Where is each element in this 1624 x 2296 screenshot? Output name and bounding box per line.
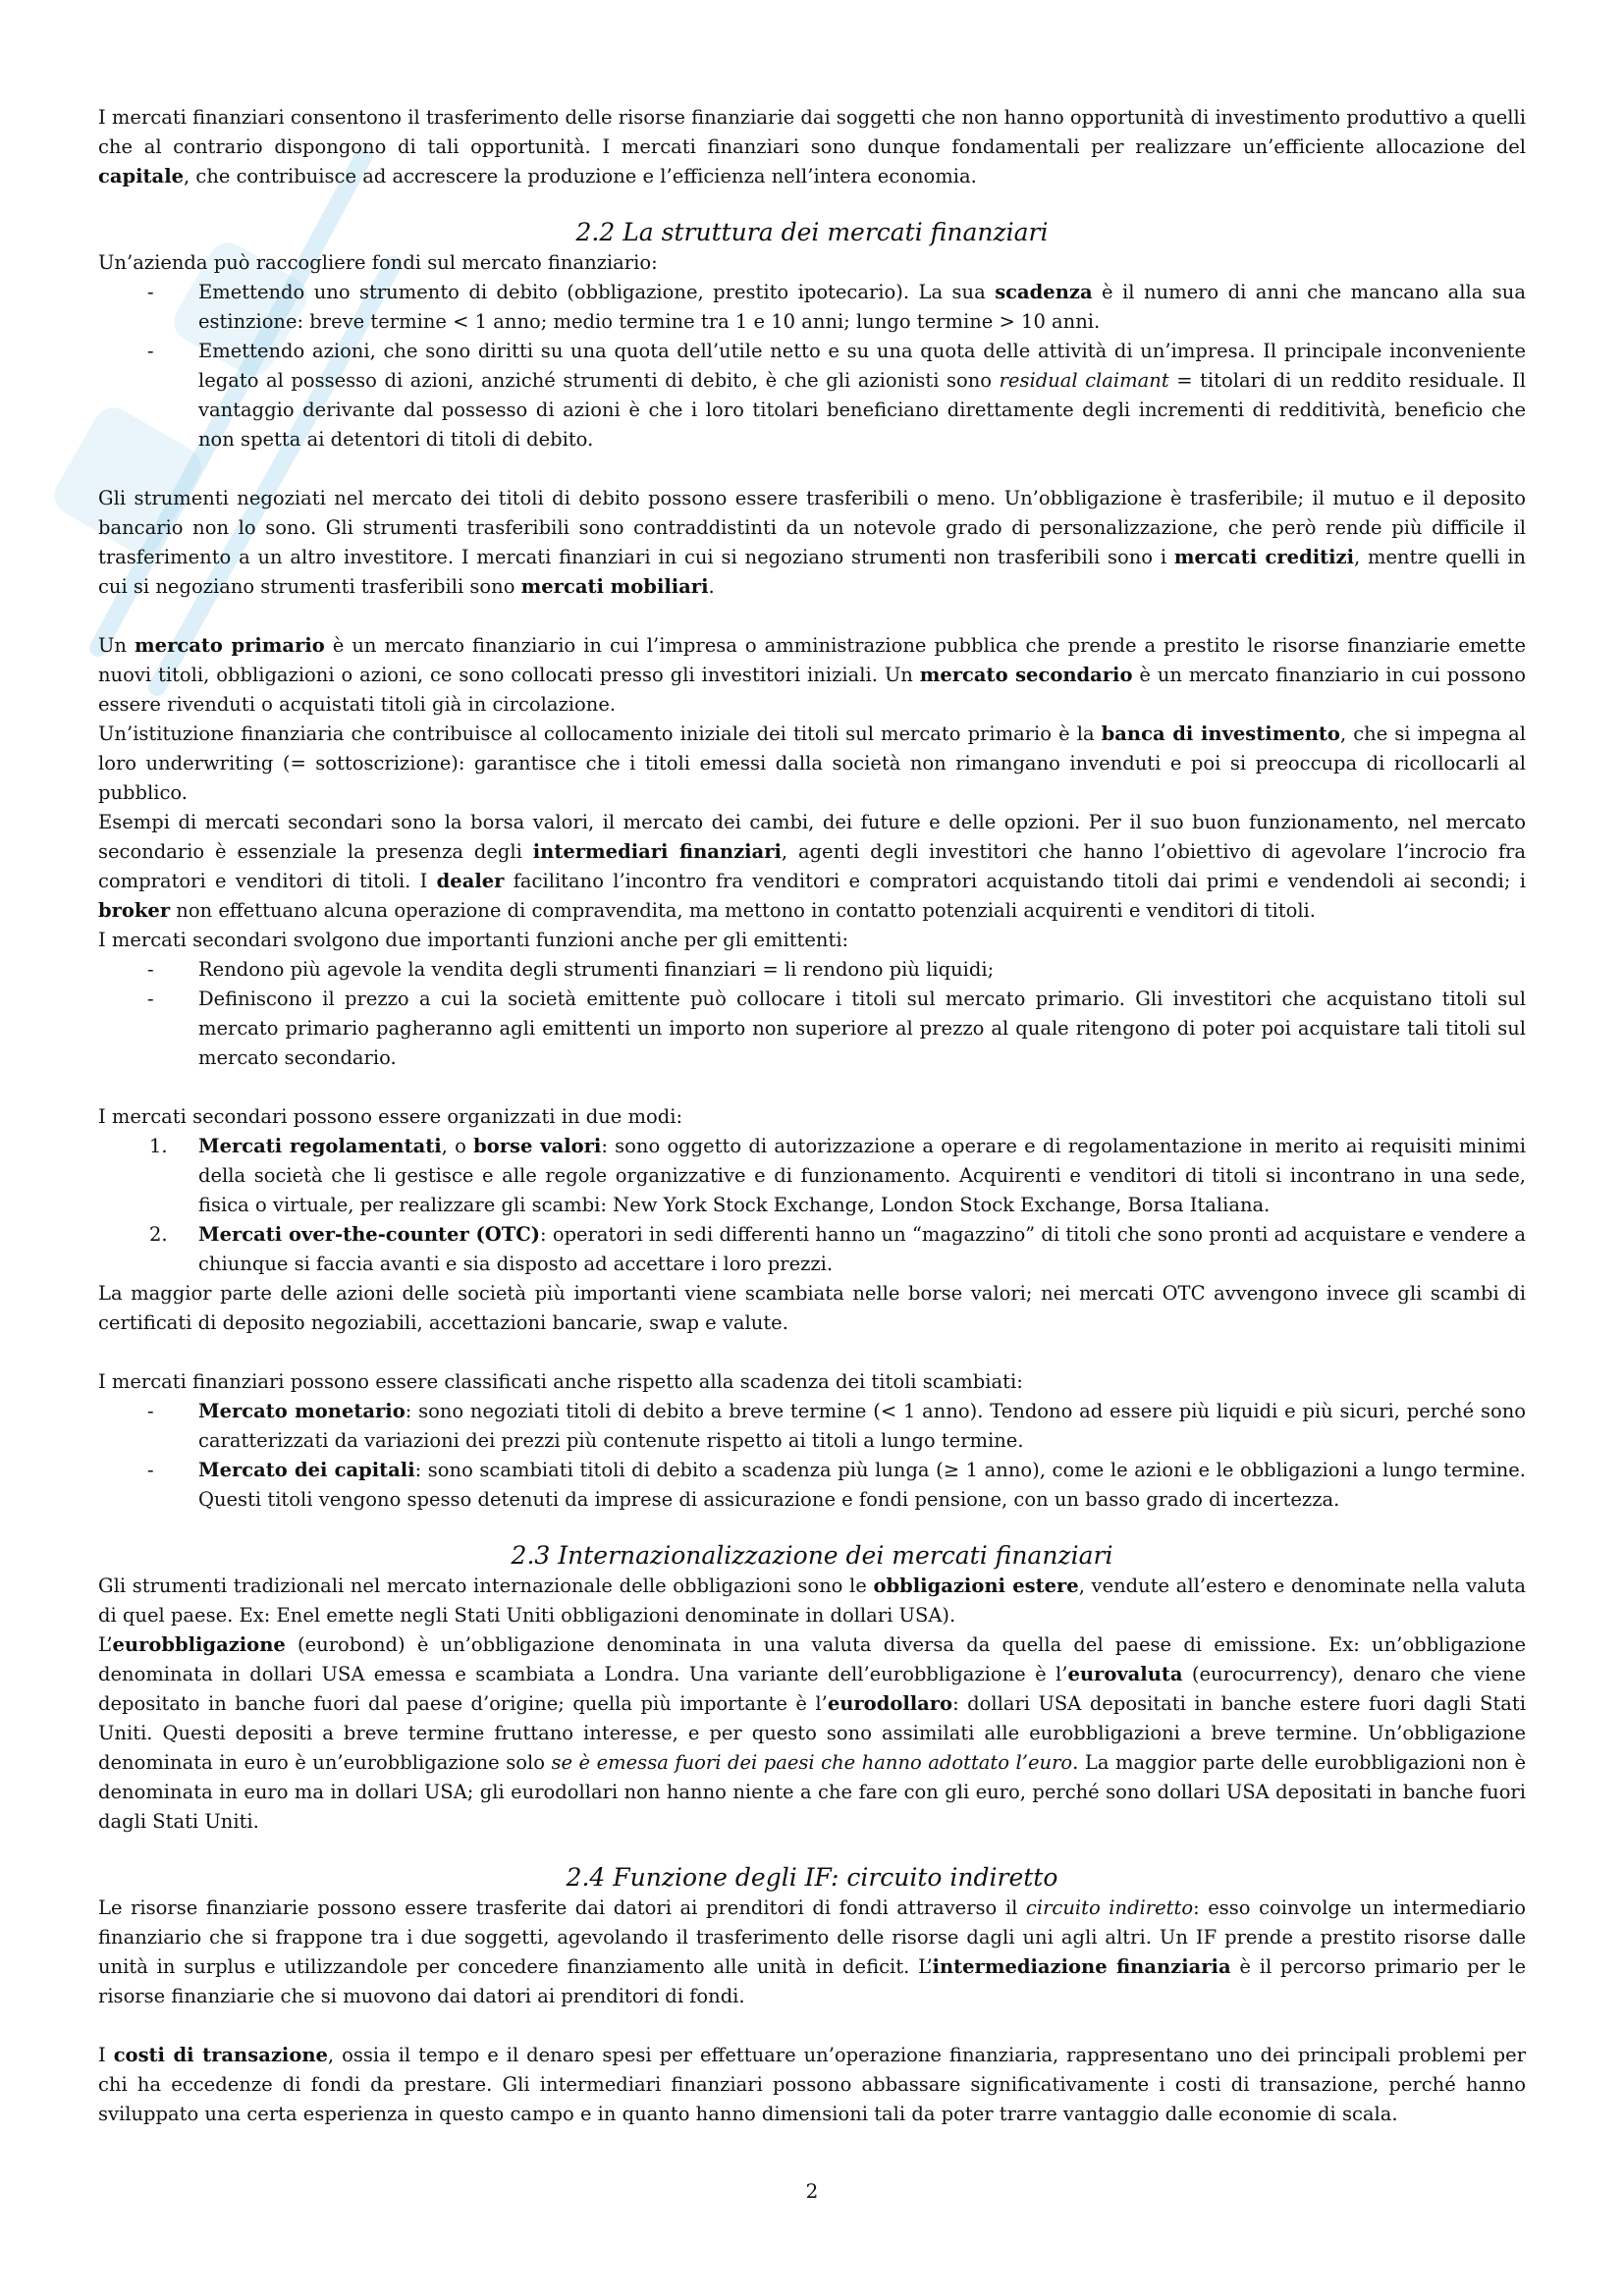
paragraph: I mercati secondari possono essere organizzati in due modi: [98, 1105, 683, 1128]
page-number: 2 [805, 2179, 819, 2203]
list-item: 2. Mercati over-the-counter (OTC): operatori in sedi differenti hanno un “magazzino” di titoli che sono pronti ad acquistare e vendere a chiunque si faccia avanti e sia disposto ad accettare i loro prezzi. [149, 1223, 1527, 1275]
paragraph: Le risorse finanziarie possono essere trasferite dai datori ai prenditori di fondi attraverso il circuito indiretto: esso coinvolge un intermediario finanziario che si frappone tra i due soggetti, agevolando il trasferimento delle risorse dagli uni agli altri. Un IF prende a prestito risorse dalle unità in surplus e utilizzandole per concedere finanziamento alle unità in deficit. L’intermediazione finanziaria è il percorso primario per le risorse finanziarie che si muovono dai datori ai prenditori di fondi. [98, 1896, 1526, 2007]
bullet-list [98, 278, 1526, 454]
paragraph: I mercati finanziari possono essere classificati anche rispetto alla scadenza dei titoli scambiati: [98, 1370, 1023, 1393]
list-item: - Mercato dei capitali: sono scambiati titoli di debito a scadenza più lunga (≥ 1 anno), come le azioni e le obbligazioni a lungo termine. Questi titoli vengono spesso detenuti da imprese di assicurazione e fondi pensione, con un basso grado di incertezza. [147, 1459, 1526, 1511]
paragraph: L’eurobbligazione (eurobond) è un’obbligazione denominata in una valuta diversa da quella del paese di emissione. Ex: un’obbligazione denominata in dollari USA emessa e scambiata a Londra. Una variante dell’eurobbligazione è l’eurovaluta (eurocurrency), denaro che viene depositato in banche fuori dal paese d’origine; quella più importante è l’eurodollaro: dollari USA depositati in banche estere fuori dagli Stati Uniti. Questi depositi a breve termine fruttano interesse, e per questo sono assimilati alle eurobbligazioni a breve termine. Un’obbligazione denominata in euro è un’eurobbligazione solo se è emessa fuori dei paesi che hanno adottato l’euro. La maggior parte delle eurobbligazioni non è denominata in euro ma in dollari USA; gli eurodollari non hanno niente a che fare con gli euro, perché sono dollari USA depositati in banche fuori dagli Stati Uniti. [98, 1633, 1527, 1833]
paragraph: Un’istituzione finanziaria che contribuisce al collocamento iniziale dei titoli sul mercato primario è la banca di investimento, che si impegna al loro underwriting (= sottoscrizione): garantisce che i titoli emessi dalla società non rimangano invenduti e poi si preoccupa di ricollocarli al pubblico. [98, 722, 1526, 804]
list-item: - Mercato monetario: sono negoziati titoli di debito a breve termine (< 1 anno). Tendono ad essere più liquidi e più sicuri, perché sono caratterizzati da variazioni dei prezzi più contenute rispetto ai titoli a lungo termine. [147, 1400, 1526, 1452]
intro-paragraph: I mercati finanziari consentono il trasferimento delle risorse finanziarie dai soggetti che non hanno opportunità di investimento produttivo a quelli che al contrario dispongono di tali opportunità. I mercati finanziari sono dunque fondamentali per realizzare un’efficiente allocazione del capitale, che contribuisce ad accrescere la produzione e l’efficienza nell’intera economia. [98, 106, 1526, 187]
list-item: - Rendono più agevole la vendita degli strumenti finanziari = li rendono più liquidi; [147, 958, 995, 981]
section-heading-2-3: 2.3 Internazionalizzazione dei mercati finanziari [511, 1541, 1113, 1570]
bullet-list [98, 1397, 1526, 1515]
paragraph: Gli strumenti negoziati nel mercato dei titoli di debito possono essere trasferibili o meno. Un’obbligazione è trasferibile; il mutuo e il deposito bancario non lo sono. Gli strumenti trasferibili sono contraddistinti da un notevole grado di personalizzazione, che però rende più difficile il trasferimento a un altro investitore. I mercati finanziari in cui si negoziano strumenti non trasferibili sono i mercati creditizi, mentre quelli in cui si negoziano strumenti trasferibili sono mercati mobiliari. [98, 487, 1526, 598]
document-page [98, 103, 1526, 2129]
paragraph: I mercati secondari svolgono due importanti funzioni anche per gli emittenti: [98, 929, 849, 951]
section-heading-2-4: 2.4 Funzione degli IF: circuito indiretto [566, 1863, 1058, 1892]
list-item: 1. Mercati regolamentati, o borse valori: sono oggetto di autorizzazione a operare e di regolamentazione in merito ai requisiti minimi della società che li gestisce e alle regole organizzative e di funzionamento. Acquirenti e venditori di titoli si incontrano in una sede, fisica o virtuale, per realizzare gli scambi: New York Stock Exchange, London Stock Exchange, Borsa Italiana. [149, 1135, 1526, 1216]
section-heading-2-2: 2.2 La struttura dei mercati finanziari [575, 218, 1049, 246]
bullet-list [98, 955, 1526, 1073]
list-item: - Emettendo azioni, che sono diritti su una quota dell’utile netto e su una quota delle attività di un’impresa. Il principale inconveniente legato al possesso di azioni, anziché strumenti di debito, è che gli azionisti sono residual claimant = titolari di un reddito residuale. Il vantaggio derivante dal possesso di azioni è che i loro titolari beneficiano direttamente degli incrementi di redditività, beneficio che non spetta ai detentori di titoli di debito. [147, 340, 1526, 451]
list-item: - Definiscono il prezzo a cui la società emittente può collocare i titoli sul mercato primario. Gli investitori che acquistano titoli sul mercato primario pagheranno agli emittenti un importo non superiore al prezzo al quale ritengono di poter poi acquistare tali titoli sul mercato secondario. [147, 988, 1526, 1069]
paragraph: I costi di transazione, ossia il tempo e il denaro spesi per effettuare un’operazione finanziaria, rappresentano uno dei principali problemi per chi ha eccedenze di fondi da prestare. Gli intermediari finanziari possono abbassare significativamente i costi di transazione, perché hanno sviluppato una certa esperienza in questo campo e in quanto hanno dimensioni tali da poter trarre vantaggio dalle economie di scala. [98, 2044, 1527, 2125]
paragraph: Esempi di mercati secondari sono la borsa valori, il mercato dei cambi, dei future e delle opzioni. Per il suo buon funzionamento, nel mercato secondario è essenziale la presenza degli intermediari finanziari, agenti degli investitori che hanno l’obiettivo di agevolare l’incrocio fra compratori e venditori di titoli. I dealer facilitano l’incontro fra venditori e compratori acquistando titoli dai primi e vendendoli ai secondi; i broker non effettuano alcuna operazione di compravendita, ma mettono in contatto potenziali acquirenti e venditori di titoli. [98, 811, 1526, 922]
paragraph: La maggior parte delle azioni delle società più importanti viene scambiata nelle borse valori; nei mercati OTC avvengono invece gli scambi di certificati di deposito negoziabili, accettazioni bancarie, swap e valute. [98, 1282, 1526, 1334]
numbered-list [98, 1132, 1526, 1279]
paragraph: Gli strumenti tradizionali nel mercato internazionale delle obbligazioni sono le obbligazioni estere, vendute all’estero e denominate nella valuta di quel paese. Ex: Enel emette negli Stati Uniti obbligazioni denominate in dollari USA). [98, 1575, 1527, 1627]
paragraph: Un’azienda può raccogliere fondi sul mercato finanziario: [98, 251, 658, 274]
paragraph: Un mercato primario è un mercato finanziario in cui l’impresa o amministrazione pubblica che prende a prestito le risorse finanziarie emette nuovi titoli, obbligazioni o azioni, ce sono collocati presso gli investitori iniziali. Un mercato secondario è un mercato finanziario in cui possono essere rivenduti o acquistati titoli già in circolazione. [98, 634, 1526, 716]
list-item: - Emettendo uno strumento di debito (obbligazione, prestito ipotecario). La sua scadenza è il numero di anni che mancano alla sua estinzione: breve termine < 1 anno; medio termine tra 1 e 10 anni; lungo termine > 10 anni. [147, 281, 1526, 333]
